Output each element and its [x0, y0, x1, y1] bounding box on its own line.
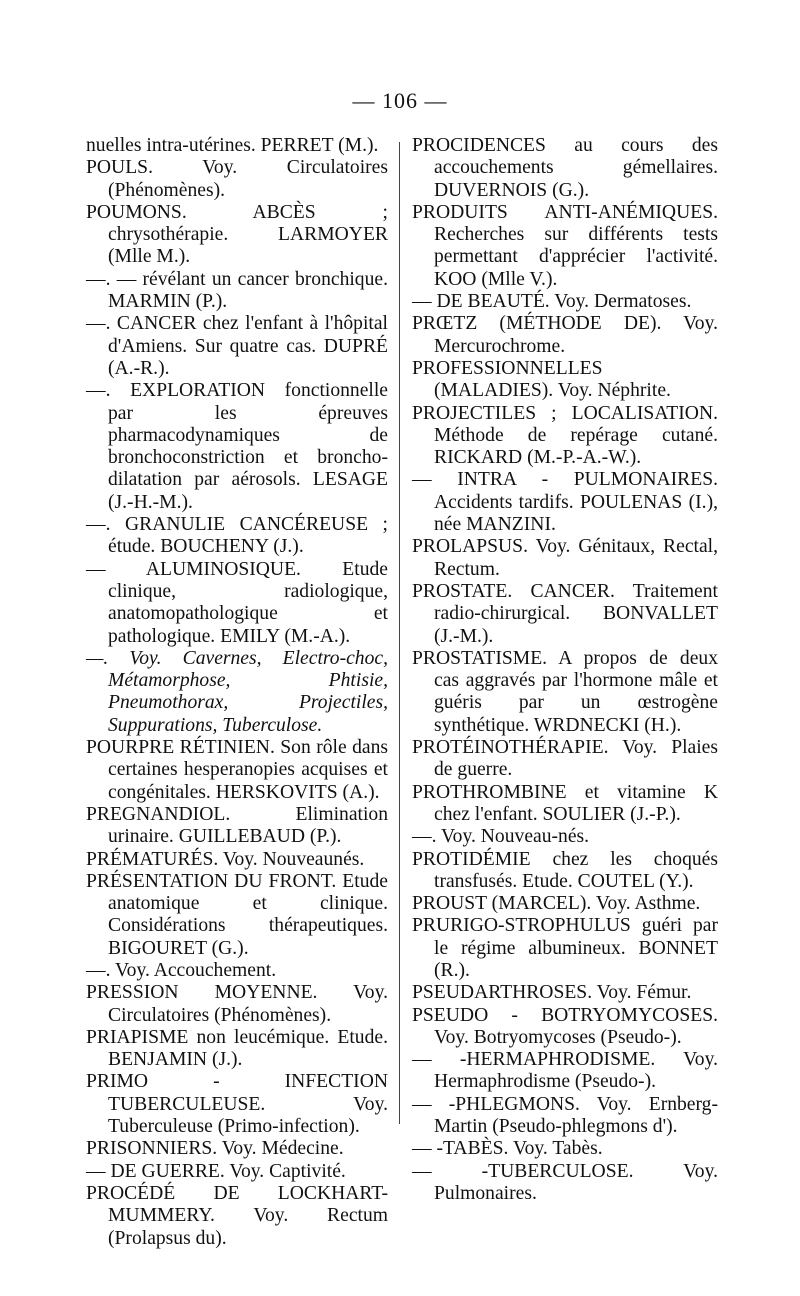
- index-entry: PRÉMATURÉS. Voy. Nouveaunés.: [86, 848, 365, 870]
- index-entry: — INTRA - PULMONAIRES. Accidents tardifs. POULENAS (I.), née MANZINI.: [412, 469, 718, 536]
- index-entry: PROJECTILES ; LOCALISATION. Méthode de repérage cutané. RICKARD (M.-P.-A.-W.).: [412, 402, 718, 469]
- index-entry: — -HERMAPHRODISME. Voy. Hermaphrodisme (Pseudo-).: [412, 1049, 718, 1093]
- index-entry: PRŒTZ (MÉTHODE DE). Voy. Mercurochrome.: [412, 313, 718, 357]
- index-entry: POUMONS. ABCÈS ; chrysothérapie. LARMOYER (Mlle M.).: [86, 201, 388, 268]
- index-entry: PROUST (MARCEL). Voy. Asthme.: [412, 893, 701, 915]
- index-entry: PRIAPISME non leucémique. Etude. BENJAMIN (J.).: [86, 1026, 388, 1071]
- index-entry: POULS. Voy. Circulatoires (Phénomènes).: [86, 157, 388, 201]
- page-number: — 106 —: [352, 88, 448, 113]
- index-entry: PSEUDO - BOTRYOMYCOSES. Voy. Botryomycoses (Pseudo-).: [412, 1004, 718, 1048]
- index-entry: —. CANCER chez l'enfant à l'hôpital d'Amiens. Sur quatre cas. DUPRÉ (A.-R.).: [86, 313, 388, 379]
- index-entry: PROCÉDÉ DE LOCKHART-MUMMERY. Voy. Rectum (Prolapsus du).: [86, 1182, 388, 1249]
- index-entry: —. GRANULIE CANCÉREUSE ; étude. BOUCHENY (J.).: [86, 514, 388, 558]
- index-entry: — ALUMINOSIQUE. Etude clinique, radiologique, anatomopathologique et pathologique. EMILY (M.-A.).: [86, 558, 388, 647]
- index-entry: —. — révélant un cancer bronchique. MARMIN (P.).: [86, 268, 388, 313]
- index-entry: nuelles intra-utérines. PERRET (M.).: [86, 135, 379, 156]
- index-entry: —. EXPLORATION fonctionnelle par les épreuves pharmacodynamiques de bronchoconstriction et broncho-dilatation par aérosols. LESAGE (J.-H.-M.).: [86, 380, 388, 513]
- index-entry: PRODUITS ANTI-ANÉMIQUES. Recherches sur différents tests permettant d'apprécier l'activité. KOO (Mlle V.).: [412, 201, 718, 290]
- index-entry: POURPRE RÉTINIEN. Son rôle dans certaines hesperanopies acquises et congénitales. HERSKOVITS (A.).: [86, 737, 388, 803]
- index-entry: PROTÉINOTHÉRAPIE. Voy. Plaies de guerre.: [412, 737, 718, 781]
- index-entry: PRIMO - INFECTION TUBERCULEUSE. Voy. Tuberculeuse (Primo-infection).: [86, 1071, 388, 1138]
- index-entry: PRISONNIERS. Voy. Médecine.: [86, 1138, 344, 1160]
- index-entry: PROSTATISME. A propos de deux cas aggravés par l'hormone mâle et guéris par un œstrogène synthétique. WRDNECKI (H.).: [412, 647, 718, 736]
- index-entry: PROTHROMBINE et vitamine K chez l'enfant. SOULIER (J.-P.).: [412, 781, 718, 825]
- index-entry: — -TUBERCULOSE. Voy. Pulmonaires.: [412, 1160, 718, 1204]
- index-entry: PROSTATE. CANCER. Traitement radio-chirurgical. BONVALLET (J.-M.).: [412, 580, 718, 647]
- index-entry: — -PHLEGMONS. Voy. Ernberg-Martin (Pseudo-phlegmons d').: [412, 1093, 718, 1138]
- index-entry: PRESSION MOYENNE. Voy. Circulatoires (Phénomènes).: [86, 982, 388, 1026]
- index-entry: PRÉSENTATION DU FRONT. Etude anatomique et clinique. Considérations thérapeutiques. BIGOURET (G.).: [86, 870, 388, 959]
- left-index-column: [86, 135, 388, 1250]
- index-entry: PRURIGO-STROPHULUS guéri par le régime albumineux. BONNET (R.).: [412, 915, 718, 981]
- column-divider: [399, 142, 400, 1124]
- index-entry: —. Voy. Nouveau-nés.: [412, 826, 590, 848]
- index-entry: PREGNANDIOL. Elimination urinaire. GUILLEBAUD (P.).: [86, 803, 388, 848]
- index-entry: PROLAPSUS. Voy. Génitaux, Rectal, Rectum.: [412, 536, 718, 580]
- right-index-column: [412, 135, 718, 1205]
- index-entry: PROFESSIONNELLES (MALADIES). Voy. Néphrite.: [412, 357, 671, 402]
- index-entry: PROTIDÉMIE chez les choqués transfusés. Etude. COUTEL (Y.).: [412, 848, 718, 892]
- index-entry: — -TABÈS. Voy. Tabès.: [412, 1138, 603, 1160]
- index-entry: — DE BEAUTÉ. Voy. Dermatoses.: [412, 291, 692, 313]
- index-entry: PROCIDENCES au cours des accouchements gémellaires. DUVERNOIS (G.).: [412, 135, 718, 201]
- index-entry: PSEUDARTHROSES. Voy. Fémur.: [412, 982, 692, 1004]
- index-entry: —. Voy. Accouchement.: [86, 959, 277, 981]
- index-entry: —. Voy. Cavernes, Electro-choc, Métamorphose, Phtisie, Pneumothorax, Projectiles, Suppurations, Tuberculose.: [86, 647, 388, 736]
- index-entry: — DE GUERRE. Voy. Captivité.: [86, 1160, 346, 1182]
